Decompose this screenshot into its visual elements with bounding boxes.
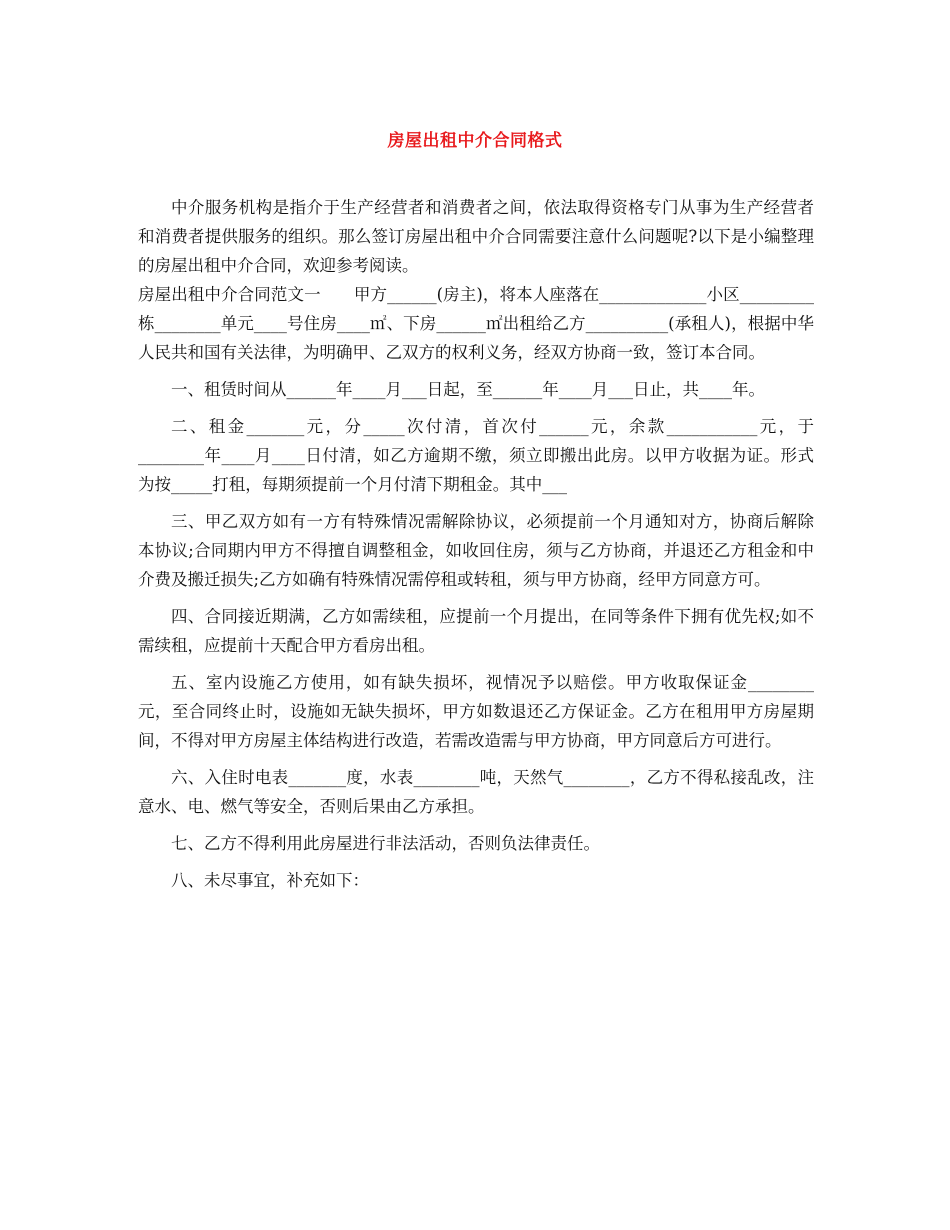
document-title: 房屋出租中介合同格式 bbox=[387, 131, 563, 151]
clause-supplementary: 八、未尽事宜，补充如下： bbox=[171, 871, 369, 890]
clause-renewal: 四、合同接近期满，乙方如需续租，应提前一个月提出，在同等条件下拥有优先权;如不需续租，应提前十天配合甲方看房出租。 bbox=[138, 607, 814, 655]
clause-termination: 三、甲乙双方如有一方有特殊情况需解除协议，必须提前一个月通知对方，协商后解除本协议;合同期内甲方不得擅自调整租金，如收回住房，须与乙方协商，并退还乙方租金和中介费及搬迁损失;乙方如确有特殊情况需停租或转租，须与甲方协商，经甲方同意方可。 bbox=[138, 512, 814, 589]
clause-illegal-activity: 七、乙方不得利用此房屋进行非法活动，否则负法律责任。 bbox=[171, 834, 600, 853]
contract-opening-paragraph: 房屋出租中介合同范文一 甲方______(房主)，将本人座落在_____________小区_________栋________单元____号住房____㎡、下房______㎡出租给乙方__________(承租人)，根据中华人民共和国有关法律，为明确甲、乙双方的权利义务，经双方协商一致，签订本合同。 bbox=[138, 285, 814, 362]
clause-lease-term: 一、租赁时间从______年____月___日起，至______年____月___日止，共____年。 bbox=[171, 380, 765, 399]
clause-utilities: 六、入住时电表_______度，水表________吨，天然气________，乙方不得私接乱改，注意水、电、燃气等安全，否则后果由乙方承担。 bbox=[138, 768, 814, 816]
clause-facilities-deposit: 五、室内设施乙方使用，如有缺失损坏，视情况予以赔偿。甲方收取保证金________元，至合同终止时，设施如无缺失损坏，甲方如数退还乙方保证金。乙方在租用甲方房屋期间，不得对甲方房屋主体结构进行改造，若需改造需与甲方协商，甲方同意后方可进行。 bbox=[138, 673, 814, 750]
document-body bbox=[138, 193, 814, 895]
intro-paragraph: 中介服务机构是指介于生产经营者和消费者之间，依法取得资格专门从事为生产经营者和消费者提供服务的组织。那么签订房屋出租中介合同需要注意什么问题呢?以下是小编整理的房屋出租中介合同，欢迎参考阅读。 bbox=[138, 198, 814, 275]
clause-rent: 二、租金_______元，分_____次付清，首次付______元，余款___________元，于________年____月____日付清，如乙方逾期不缴，须立即搬出此房。以甲方收据为证。形式为按_____打租，每期须提前一个月付清下期租金。其中___ bbox=[138, 417, 814, 494]
